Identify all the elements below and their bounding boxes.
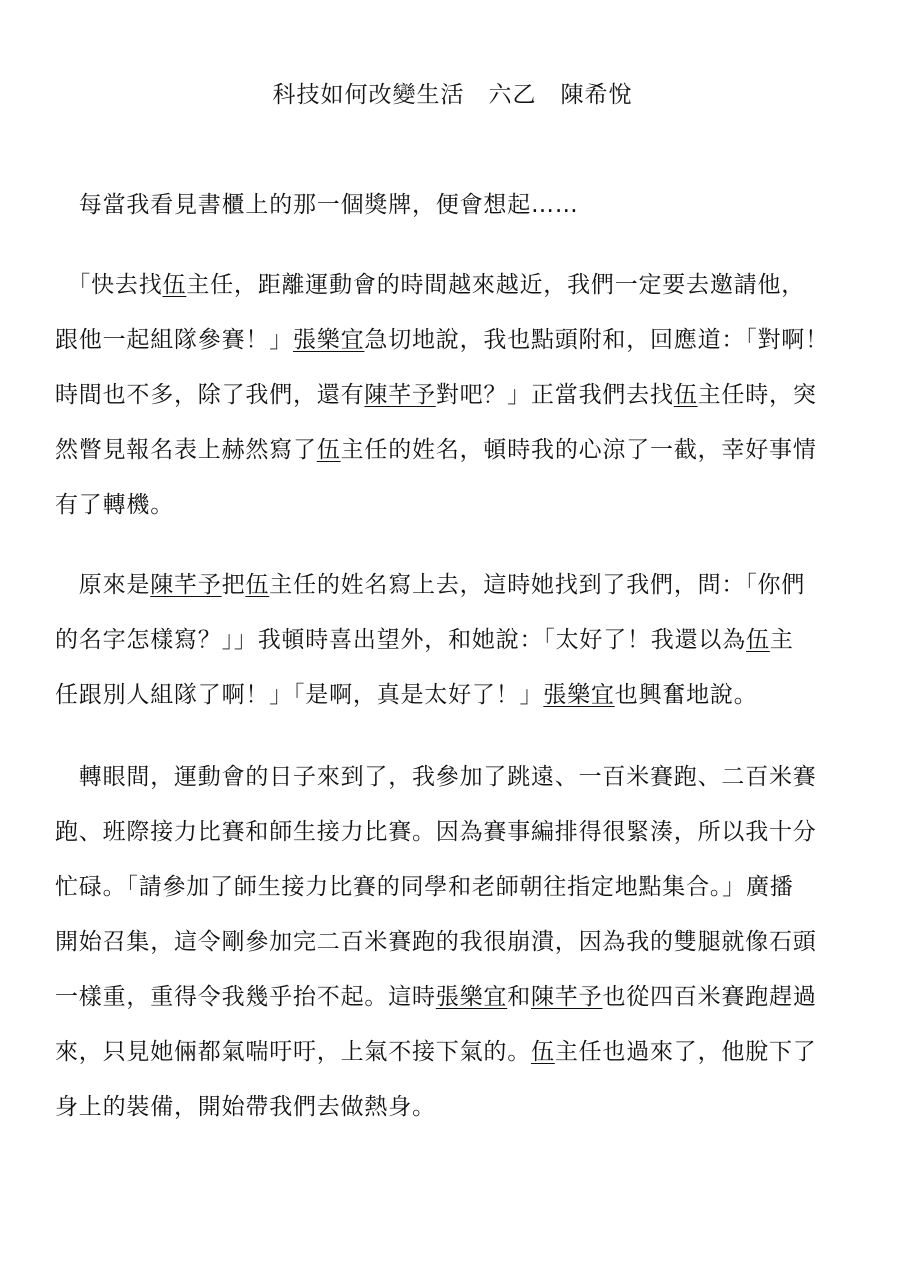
proper-name: 張樂宜 bbox=[543, 682, 615, 708]
essay-line bbox=[55, 760, 817, 794]
essay-line bbox=[55, 268, 805, 302]
proper-name: 伍 bbox=[316, 437, 341, 463]
essay-line bbox=[55, 678, 758, 712]
text-run: 主任也過來了，他脫下了 bbox=[554, 1039, 817, 1065]
proper-name: 伍 bbox=[245, 572, 270, 598]
text-run: 也從四百米賽跑趕過 bbox=[602, 984, 817, 1010]
text-run: 跑、班際接力比賽和師生接力比賽。因為賽事編排得很緊湊，所以我十分 bbox=[55, 819, 817, 845]
proper-name: 伍 bbox=[673, 382, 698, 408]
text-run: 任跟別人組隊了啊！」「是啊，真是太好了！」 bbox=[55, 682, 544, 708]
essay-line bbox=[55, 925, 817, 959]
text-run: 主任，距離運動會的時間越來越近，我們一定要去邀請他， bbox=[186, 272, 806, 298]
proper-name: 陳芊予 bbox=[531, 984, 603, 1010]
text-run: 主 bbox=[769, 627, 794, 653]
essay-line bbox=[55, 1035, 817, 1069]
text-run: 主任時，突 bbox=[697, 382, 817, 408]
essay-line bbox=[55, 623, 794, 657]
text-run: 時間也不多，除了我們，還有 bbox=[55, 382, 365, 408]
text-run: 原來是 bbox=[55, 572, 151, 598]
proper-name: 陳芊予 bbox=[364, 382, 436, 408]
essay-line bbox=[55, 980, 817, 1014]
essay-line bbox=[55, 433, 817, 467]
text-run: 來，只見她倆都氣喘吁吁，上氣不接下氣的。 bbox=[55, 1039, 531, 1065]
text-run: 每當我看見書櫃上的那一個獎牌，便會想起…… bbox=[55, 192, 579, 218]
text-run: 主任的姓名，頓時我的心涼了一截，幸好事情 bbox=[340, 437, 817, 463]
essay-line bbox=[55, 568, 805, 602]
text-run: 開始召集，這令剛參加完二百米賽跑的我很崩潰，因為我的雙腿就像石頭 bbox=[55, 929, 817, 955]
text-run: 急切地說，我也點頭附和，回應道：「對啊！ bbox=[364, 327, 829, 353]
text-run: 然瞥見報名表上赫然寫了 bbox=[55, 437, 317, 463]
text-run: 對吧？」正當我們去找 bbox=[435, 382, 674, 408]
text-run: 跟他一起組隊參賽！」 bbox=[55, 327, 293, 353]
essay-line bbox=[55, 815, 817, 849]
text-run: 把 bbox=[221, 572, 246, 598]
essay-line bbox=[55, 188, 579, 222]
document-title: 科技如何改變生活 六乙 陳希悅 bbox=[272, 82, 633, 108]
text-run: 一樣重，重得令我幾乎抬不起。這時 bbox=[55, 984, 436, 1010]
proper-name: 伍 bbox=[162, 272, 187, 298]
proper-name: 伍 bbox=[531, 1039, 555, 1065]
essay-line bbox=[55, 1090, 436, 1124]
proper-name: 伍 bbox=[746, 627, 770, 653]
text-run: 「快去找 bbox=[55, 272, 163, 298]
essay-line bbox=[55, 488, 174, 522]
text-run: 忙碌。「請參加了師生接力比賽的同學和老師朝往指定地點集合。」廣播 bbox=[55, 874, 794, 900]
proper-name: 張樂宜 bbox=[293, 327, 365, 353]
text-run: 的名字怎樣寫？」」我頓時喜出望外，和她說：「太好了！我還以為 bbox=[55, 627, 746, 653]
text-run: 和 bbox=[507, 984, 532, 1010]
proper-name: 陳芊予 bbox=[150, 572, 222, 598]
essay-line bbox=[55, 323, 829, 357]
essay-line bbox=[55, 378, 817, 412]
text-run: 轉眼間，運動會的日子來到了，我參加了跳遠、一百米賽跑、二百米賽 bbox=[55, 764, 817, 790]
text-run: 主任的姓名寫上去，這時她找到了我們，問：「你們 bbox=[269, 572, 806, 598]
text-run: 身上的裝備，開始帶我們去做熱身。 bbox=[55, 1094, 436, 1120]
text-run: 也興奮地說。 bbox=[614, 682, 758, 708]
essay-line bbox=[55, 870, 794, 904]
text-run: 有了轉機。 bbox=[55, 492, 174, 518]
proper-name: 張樂宜 bbox=[435, 984, 508, 1010]
